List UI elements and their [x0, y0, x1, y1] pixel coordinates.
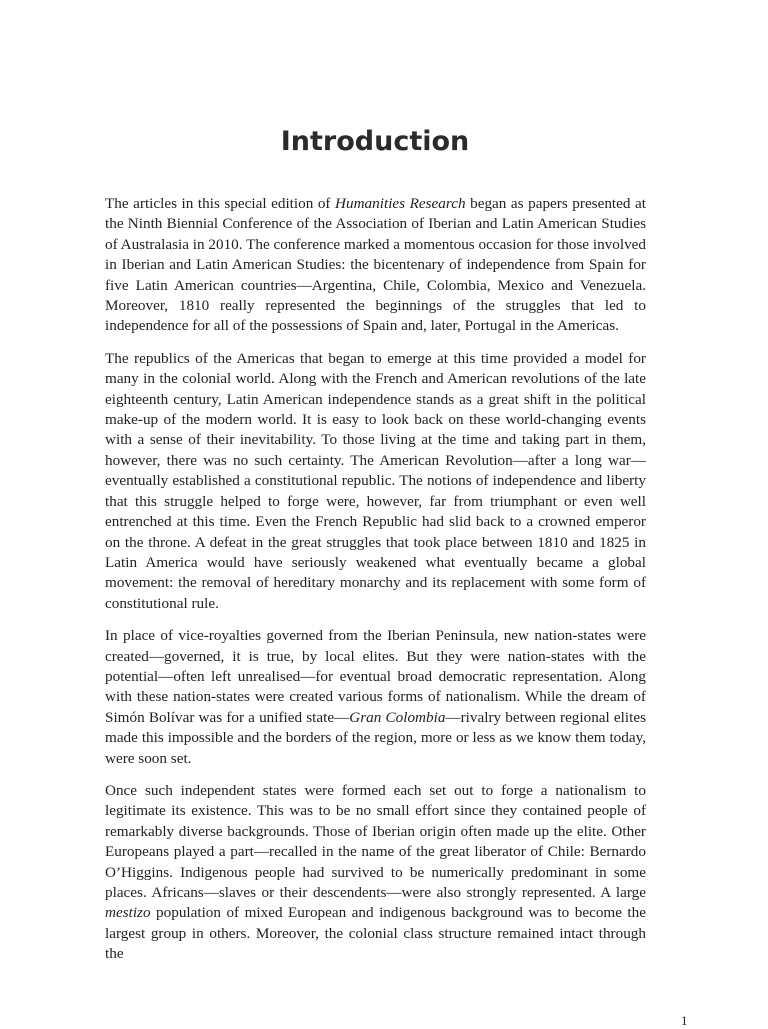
paragraph — [105, 626, 646, 769]
italic-title: Humanities Research — [335, 195, 466, 212]
paragraph — [105, 349, 646, 614]
paragraph-text: The republics of the Americas that began to emerge at this time provided a model for many in the colonial world. Along with the French and American revolutions of the late eighteenth century, Latin American independence stands as a great shift in the political make-up of the modern world. It is easy to look back on these world-changing events with a sense of their inevitability. To those living at the time and taking part in them, however, there was no such certainty. The American Revolution—after a long war—eventually established a constitutional republic. The notions of independence and liberty that this struggle helped to forge were, however, far from triumphant or even well entrenched at this time. Even the French Republic had slid back to a crowned emperor on the throne. A defeat in the great struggles that took place between 1810 and 1825 in Latin America would have seriously weakened what eventually became a global movement: the removal of hereditary monarchy and its replacement with some form of constitutional rule. — [105, 349, 646, 612]
paragraph — [105, 781, 646, 965]
paragraph-text: population of mixed European and indigenous background was to become the largest group in others. Moreover, the colonial class structure remained intact through the — [105, 904, 646, 963]
paragraph-text: began as papers presented at the Ninth Biennial Conference of the Association of Iberian and Latin American Studies of Australasia in 2010. The conference marked a momentous occasion for those involved in Iberian and Latin American Studies: the bicentenary of independence from Spain for five Latin American countries—Argentina, Chile, Colombia, Mexico and Venezuela. Moreover, 1810 really represented the beginnings of the struggles that led to independence for all of the possessions of Spain and, later, Portugal in the Americas. — [105, 195, 646, 335]
paragraph-text: Once such independent states were formed each set out to forge a nationalism to legitimate its existence. This was to be no small effort since they contained people of remarkably diverse backgrounds. Those of Iberian origin often made up the elite. Other Europeans played a part—recalled in the name of the great liberator of Chile: Bernardo O’Higgins. Indigenous people had survived to be numerically predominant in some places. Africans—slaves or their descendents—were also strongly represented. A large — [105, 781, 646, 901]
italic-term: Gran Colombia — [349, 708, 446, 726]
italic-term: mestizo — [105, 904, 151, 922]
body-text — [105, 194, 646, 977]
paragraph-text: In place of vice-royalties governed from the Iberian Peninsula, new nation-states were created—governed, it is true, by local elites. But they were nation-states with the potential—often left unrealised—for eventual broad democratic representation. Along with these nation-states were created various forms of nationalism. While the dream of Simón Bolívar was for a unified state— — [105, 627, 646, 726]
paragraph-text: The articles in this special edition of — [105, 195, 336, 212]
page-title: Introduction — [280, 126, 470, 157]
paragraph-text: —rivalry between regional elites made this impossible and the borders of the region, more or less as we know them today, were soon set. — [105, 708, 646, 767]
page-number: 1 — [681, 1013, 688, 1028]
paragraph — [105, 194, 646, 337]
